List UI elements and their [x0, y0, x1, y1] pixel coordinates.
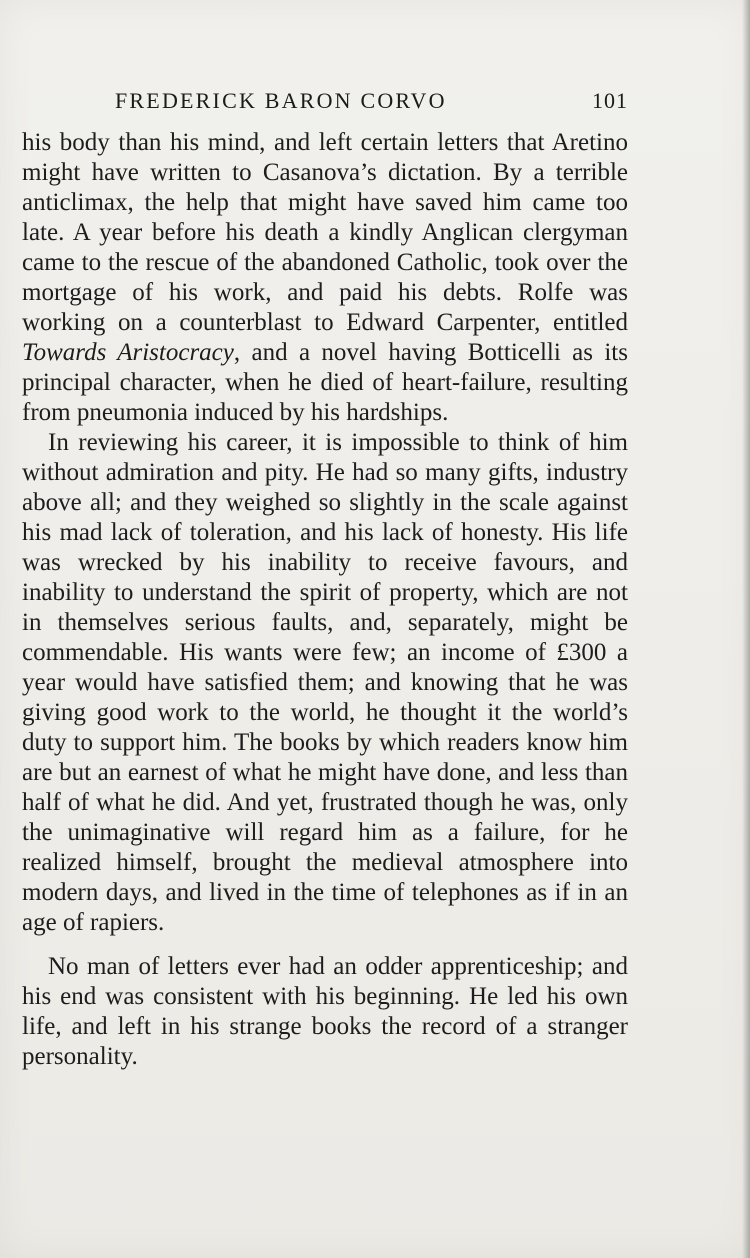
book-title-italic: Towards Aristocracy	[22, 339, 234, 366]
page-number: 101	[592, 88, 628, 113]
running-title: FREDERICK BARON CORVO	[115, 88, 447, 113]
page-header	[22, 84, 628, 124]
paragraph-2: In reviewing his career, it is impossible to think of him without admiration and pity. He had so many gifts, industry above all; and they weighed so slightly in the scale against his mad lack of toleration, and his lack of honesty. His life was wrecked by his inability to receive favours, and inability to understand the spirit of property, which are not in themselves serious faults, and, separately, might be commendable. His wants were few; an income of £300 a year would have satisfied them; and knowing that he was giving good work to the world, he thought it the world’s duty to support him. The books by which readers know him are but an earnest of what he might have done, and less than half of what he did. And yet, frustrated though he was, only the unimaginative will regard him as a failure, for he realized himself, brought the medieval atmosphere into modern days, and lived in the time of telephones as if in an age of rapiers.	[22, 429, 628, 936]
body-text	[22, 128, 628, 1072]
paragraph-1-text-before: his body than his mind, and left certain letters that Aretino might have written to Casanova’s dictation. By a terrible anticlimax, the help that might have saved him came too late. A year before his death a kindly Anglican clergyman came to the rescue of the abandoned Catholic, took over the mortgage of his work, and paid his debts. Rolfe was working on a counterblast to Edward Carpenter, entitled	[22, 129, 628, 336]
page-edge-shadow	[742, 0, 750, 1258]
paragraph-1	[22, 128, 628, 428]
paragraph-1-text-after: , and a novel having Botticelli as its principal character, when he died of heart-failure, resulting from pneumonia induced by his hardships.	[22, 339, 628, 426]
paragraph-3: No man of letters ever had an odder apprenticeship; and his end was consistent with his beginning. He led his own life, and left in his strange books the record of a stranger personality.	[22, 953, 628, 1070]
